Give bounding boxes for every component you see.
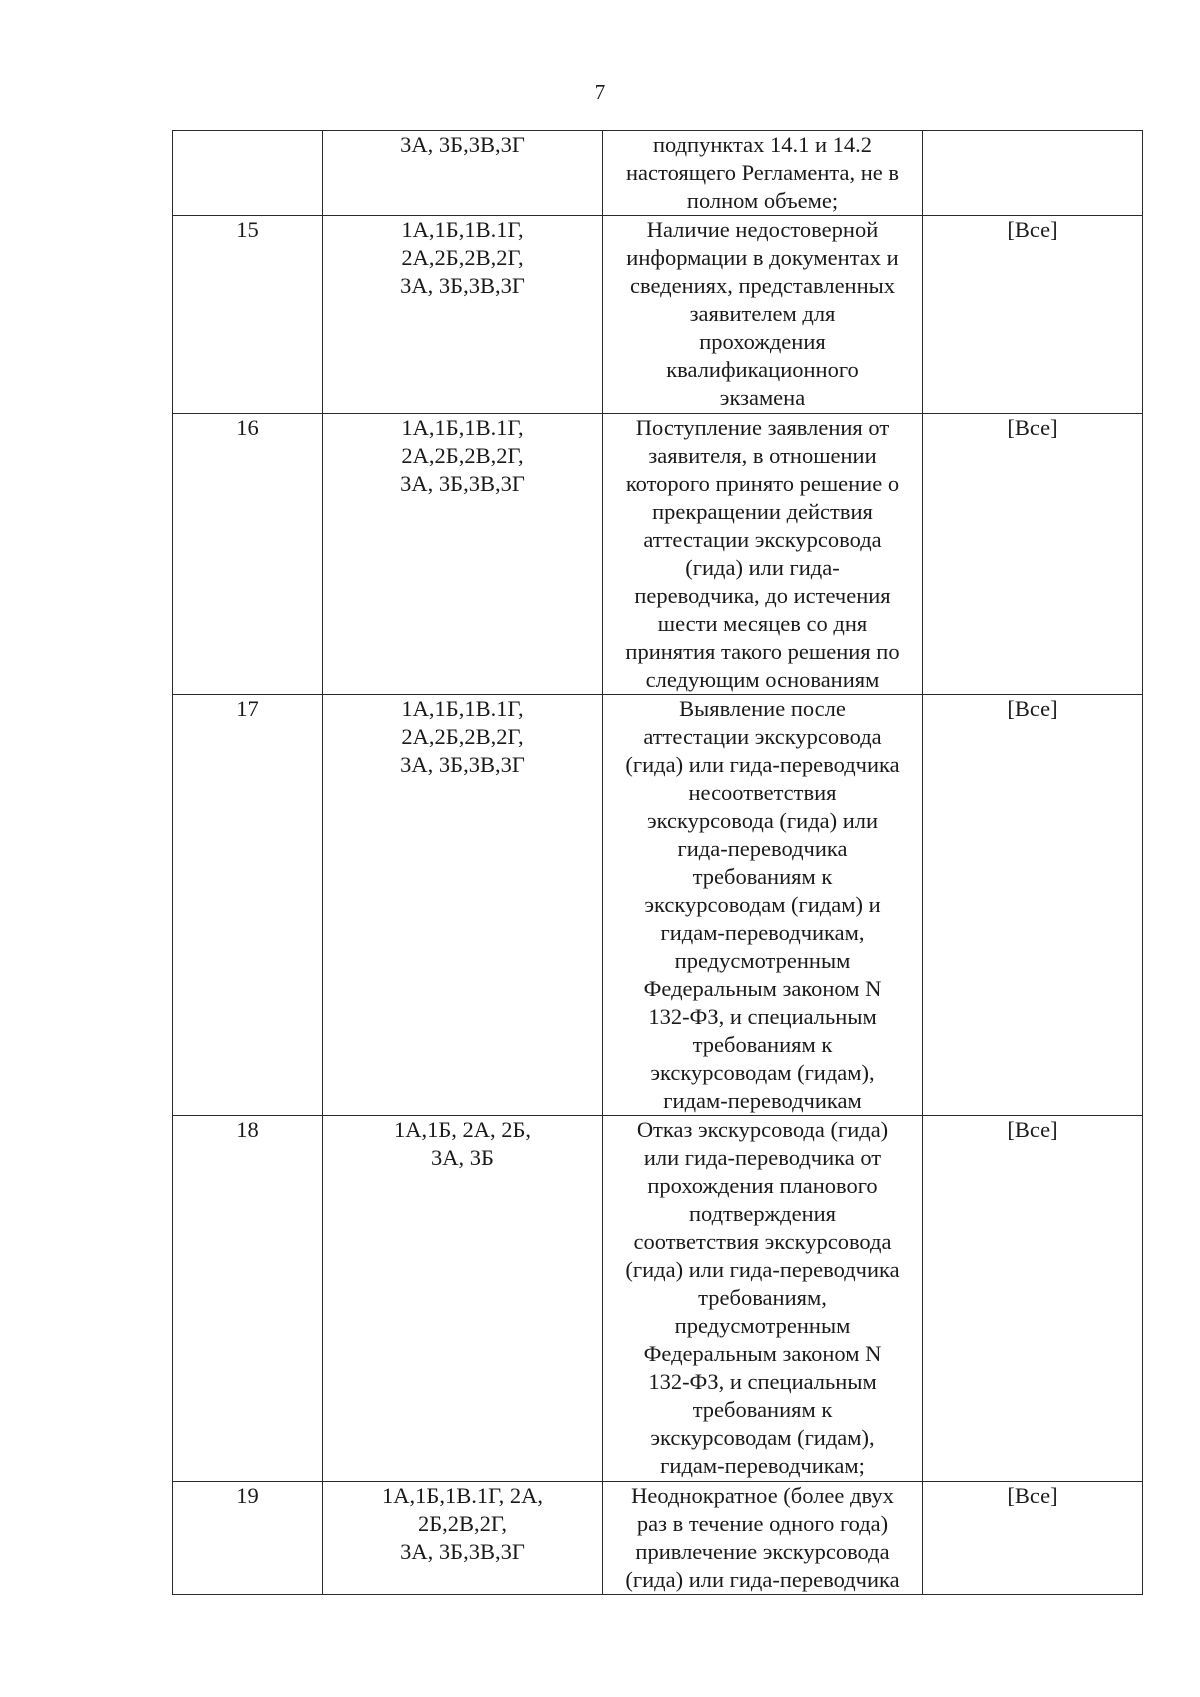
description-line: Федеральным законом N (643, 1341, 882, 1366)
scope-cell (923, 216, 1143, 414)
code-line: 2А,2Б,2В,2Г, (401, 245, 524, 270)
scope-value: [Все] (1007, 1483, 1058, 1508)
description-line: прекращении действия (652, 499, 873, 524)
code-line: 2Б,2В,2Г, (417, 1511, 508, 1536)
description-line: заявителя, в отношении (648, 443, 877, 468)
code-line: 3А, 3Б,3В,3Г (400, 1539, 525, 1564)
description-line: требованиям к (692, 1032, 833, 1057)
description-line: соответствия экскурсовода (633, 1229, 892, 1254)
description-line: гида-переводчика (677, 836, 848, 861)
description-line: прохождения (699, 329, 826, 354)
description-cell (603, 1116, 923, 1482)
description-cell (603, 216, 923, 414)
table-row (173, 1116, 1143, 1482)
scope-cell (923, 131, 1143, 216)
description-line: 132-ФЗ, и специальным (648, 1369, 877, 1394)
description-line: 132-ФЗ, и специальным (648, 1004, 877, 1029)
table-row (173, 131, 1143, 216)
description-line: (гида) или гида-переводчика (625, 1257, 900, 1282)
description-line: Федеральным законом N (643, 976, 882, 1001)
requirements-table (172, 130, 1143, 1595)
code-line: 3А, 3Б,3В,3Г (400, 471, 525, 496)
description-line: Отказ экскурсовода (гида) (636, 1117, 889, 1142)
scope-value: [Все] (1007, 1117, 1058, 1142)
description-line: Наличие недостоверной (646, 217, 879, 242)
description-line: экскурсоводам (гидам), (650, 1425, 875, 1450)
description-line: экзамена (719, 385, 806, 410)
row-number: 18 (236, 1117, 259, 1142)
table-row (173, 695, 1143, 1116)
table-row (173, 414, 1143, 695)
description-line: или гида-переводчика от (643, 1145, 882, 1170)
row-number-cell (173, 1116, 323, 1482)
scope-cell (923, 414, 1143, 695)
description-line: заявителем для (689, 301, 836, 326)
description-line: следующим основаниям (645, 667, 880, 692)
description-line: настоящего Регламента, не в (626, 160, 899, 185)
codes-cell (323, 131, 603, 216)
scope-cell (923, 695, 1143, 1116)
code-line: 1А,1Б,1В.1Г, (401, 415, 524, 440)
code-line: 1А,1Б,1В.1Г, (401, 696, 524, 721)
row-number-cell (173, 131, 323, 216)
description-line: шести месяцев со дня (657, 611, 868, 636)
code-line: 3А, 3Б,3В,3Г (400, 132, 525, 157)
description-line: гидам-переводчикам; (660, 1453, 865, 1478)
scope-value: [Все] (1007, 217, 1058, 242)
description-line: квалификационного (666, 357, 859, 382)
description-line: переводчика, до истечения (634, 583, 891, 608)
description-line: аттестации экскурсовода (643, 527, 882, 552)
scope-cell (923, 1116, 1143, 1482)
description-line: требованиям к (692, 864, 833, 889)
page-number: 7 (594, 80, 606, 104)
codes-cell (323, 414, 603, 695)
code-line: 2А,2Б,2В,2Г, (401, 724, 524, 749)
codes-cell (323, 216, 603, 414)
description-cell (603, 1482, 923, 1595)
description-line: (гида) или гида- (685, 555, 840, 580)
description-line: подпунктах 14.1 и 14.2 (652, 132, 873, 157)
description-line: которого принято решение о (625, 471, 900, 496)
description-cell (603, 695, 923, 1116)
row-number-cell (173, 414, 323, 695)
description-line: Поступление заявления от (635, 415, 890, 440)
code-line: 1А,1Б,1В.1Г, (401, 217, 524, 242)
row-number: 19 (236, 1483, 259, 1508)
description-line: экскурсовода (гида) или (646, 808, 879, 833)
code-line: 2А,2Б,2В,2Г, (401, 443, 524, 468)
codes-cell (323, 695, 603, 1116)
row-number-cell (173, 216, 323, 414)
description-line: информации в документах и (626, 245, 899, 270)
description-line: принятия такого решения по (625, 639, 900, 664)
codes-cell (323, 1482, 603, 1595)
row-number: 17 (236, 696, 259, 721)
code-line: 1А,1Б,1В.1Г, 2А, (382, 1483, 543, 1508)
description-line: предусмотренным (674, 1313, 851, 1338)
description-line: подтверждения (688, 1201, 837, 1226)
description-line: Неоднократное (более двух (631, 1483, 894, 1508)
table-row (173, 216, 1143, 414)
description-line: сведениях, представленных (629, 273, 896, 298)
description-cell (603, 414, 923, 695)
description-line: экскурсоводам (гидам) и (644, 892, 881, 917)
table-row (173, 1482, 1143, 1595)
description-cell (603, 131, 923, 216)
row-number: 15 (236, 217, 259, 242)
code-line: 3А, 3Б (431, 1145, 494, 1170)
description-line: аттестации экскурсовода (643, 724, 882, 749)
description-line: (гида) или гида-переводчика (625, 1567, 900, 1592)
description-line: раз в течение одного года) (636, 1511, 889, 1536)
description-line: предусмотренным (674, 948, 851, 973)
description-line: (гида) или гида-переводчика (625, 752, 900, 777)
description-line: Выявление после (679, 696, 846, 721)
description-line: привлечение экскурсовода (635, 1539, 890, 1564)
code-line: 3А, 3Б,3В,3Г (400, 273, 525, 298)
description-line: экскурсоводам (гидам), (650, 1060, 875, 1085)
code-line: 1А,1Б, 2А, 2Б, (393, 1117, 532, 1142)
code-line: 3А, 3Б,3В,3Г (400, 752, 525, 777)
scope-value: [Все] (1007, 696, 1058, 721)
description-line: гидам-переводчикам (663, 1088, 862, 1113)
description-line: прохождения планового (647, 1173, 878, 1198)
scope-cell (923, 1482, 1143, 1595)
scope-value: [Все] (1007, 415, 1058, 440)
row-number: 16 (236, 415, 259, 440)
description-line: требованиям, (698, 1285, 827, 1310)
description-line: гидам-переводчикам, (660, 920, 865, 945)
row-number-cell (173, 1482, 323, 1595)
description-line: полном объеме; (686, 188, 839, 213)
row-number-cell (173, 695, 323, 1116)
description-line: несоответствия (688, 780, 837, 805)
description-line: требованиям к (692, 1397, 833, 1422)
codes-cell (323, 1116, 603, 1482)
